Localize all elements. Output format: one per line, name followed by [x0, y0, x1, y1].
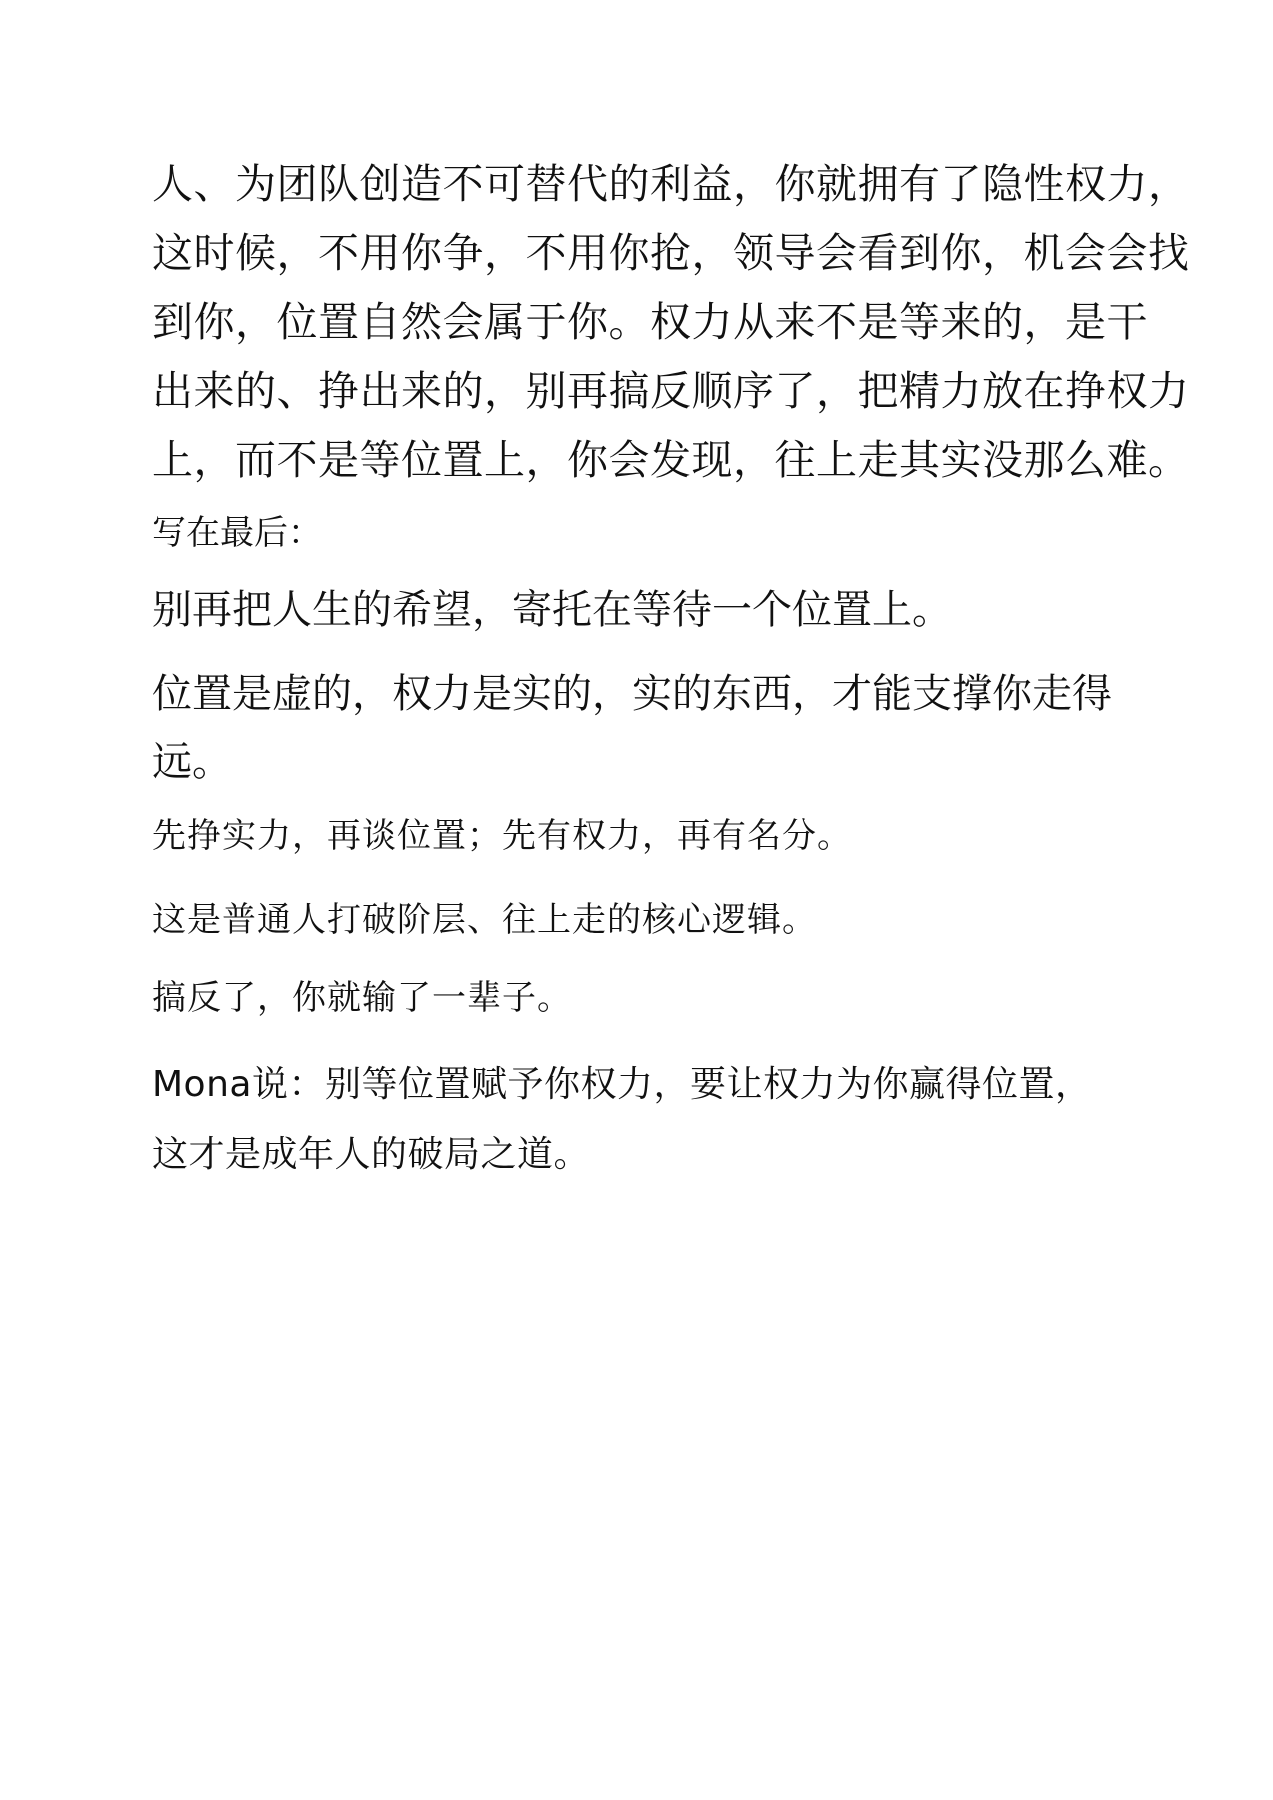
main-paragraph [152, 150, 1190, 495]
text-line: 这才是成年人的破局之道。 [152, 1134, 591, 1175]
paragraph-reverse [152, 974, 1132, 1022]
paragraph-virtual-real [152, 660, 1132, 796]
text-line: 这时候，不用你争，不用你抢，领导会看到你，机会会找 [152, 229, 1190, 277]
text-line: 上，而不是等位置上，你会发现，往上走其实没那么难。 [152, 436, 1190, 484]
text-line: 位置是虚的，权力是实的，实的东西，才能支撑你走得 [152, 671, 1112, 717]
text-line: 出来的、挣出来的，别再搞反顺序了，把精力放在挣权力 [152, 367, 1190, 415]
text-line: 搞反了，你就输了一辈子。 [152, 978, 572, 1018]
paragraph-hope [152, 580, 1132, 640]
paragraph-core-logic [152, 896, 1132, 944]
text-line: 别再把人生的希望，寄托在等待一个位置上。 [152, 587, 952, 633]
text-line: 这是普通人打破阶层、往上走的核心逻辑。 [152, 900, 817, 940]
text-line: 到你，位置自然会属于你。权力从来不是等来的，是干 [152, 298, 1148, 346]
text-line: 写在最后： [152, 513, 322, 553]
paragraph-mona-quote [152, 1050, 1132, 1190]
text-line: 人、为团队创造不可替代的利益，你就拥有了隐性权力， [152, 160, 1190, 208]
paragraph-strength-first [152, 812, 1132, 860]
text-line: 远。 [152, 739, 232, 785]
text-line: 先挣实力，再谈位置；先有权力，再有名分。 [152, 816, 852, 856]
text-line: Mona说：别等位置赋予你权力，要让权力为你赢得位置， [152, 1064, 1092, 1105]
closing-heading [152, 508, 1132, 558]
